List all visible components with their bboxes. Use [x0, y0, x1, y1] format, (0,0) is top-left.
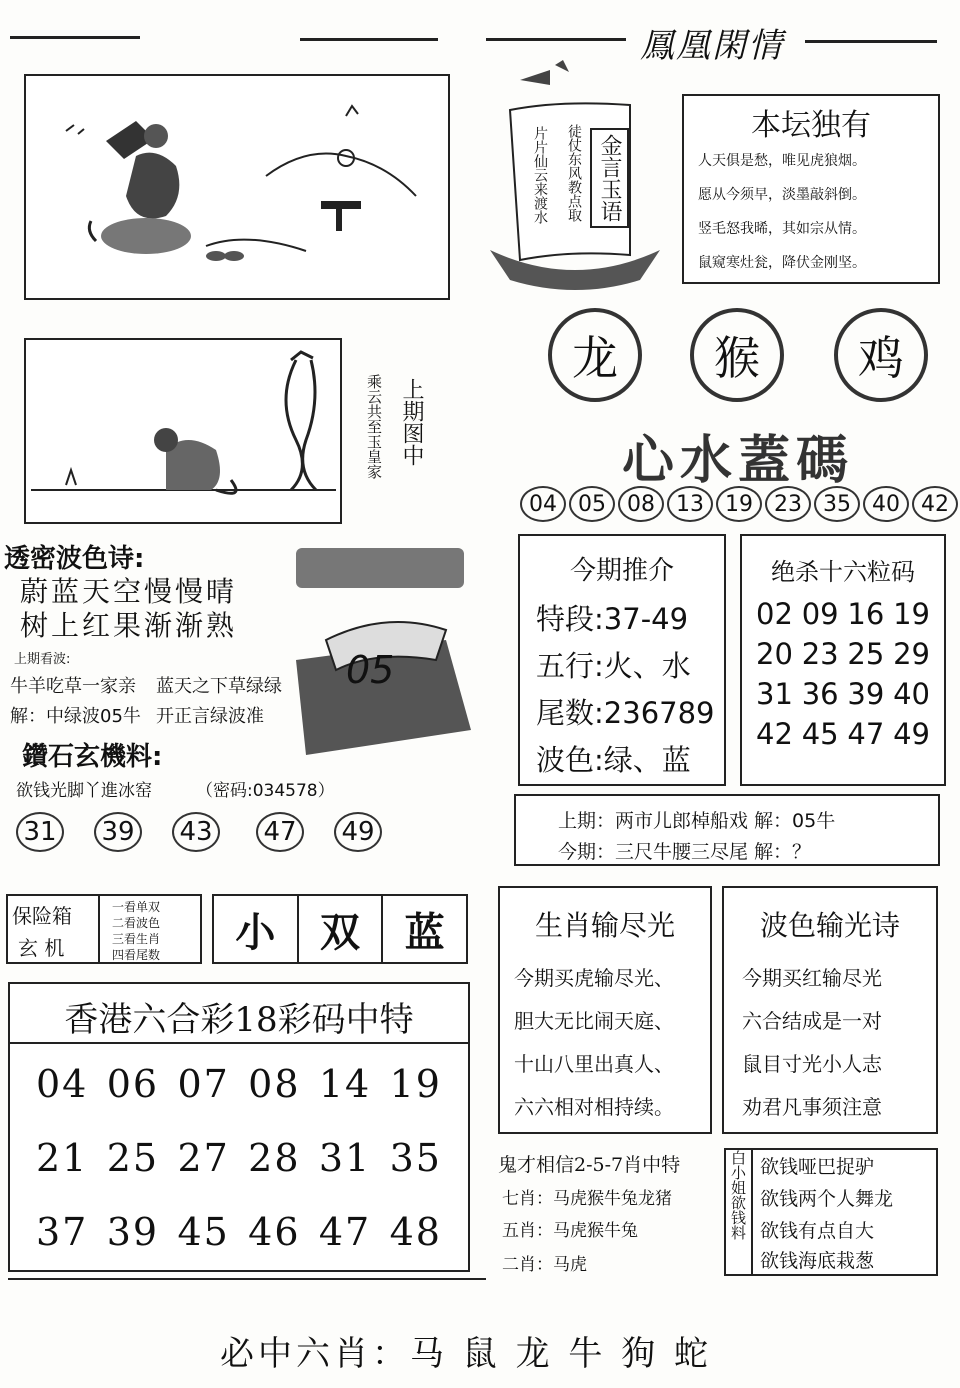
- diamond-title: 鑽石玄機料:: [22, 742, 163, 772]
- recommend-row: 特段:37-49: [536, 602, 689, 636]
- color-lose-line: 鼠目寸光小人志: [742, 1052, 882, 1076]
- hk-row: 21 25 27 28 31 35: [36, 1136, 442, 1180]
- must-win-title: 心水蓋碼: [622, 431, 855, 491]
- poem-last-row2-a: 解：中绿波05牛: [10, 706, 141, 727]
- zodiac-lose-line: 胆大无比闹天庭、: [514, 1009, 674, 1033]
- kill16-row: 42 45 47 49: [756, 717, 930, 751]
- recommend-row: 波色:绿、蓝: [536, 743, 691, 777]
- safebox-hint: 二看波色: [112, 916, 161, 930]
- miss-bai-line: 欲钱哑巴捉驴: [760, 1156, 875, 1178]
- kill16-box: [740, 534, 946, 786]
- must-win-number: 42: [912, 486, 958, 522]
- poem-last-row1-a: 牛羊吃草一家亲: [10, 676, 136, 697]
- diamond-number: 49: [334, 812, 382, 852]
- must-win-numbers: [520, 486, 956, 524]
- zodiac-lose-line: 十山八里出真人、: [514, 1052, 674, 1076]
- safebox-char: 双: [299, 896, 384, 962]
- zodiac-lose-line: 六六相对相持续。: [514, 1095, 674, 1119]
- color-lose-box: [722, 886, 938, 1134]
- exclusive-line-1: 人天俱是愁，唯见虎狼烟。: [698, 153, 866, 169]
- color-lose-line: 劝君凡事须注意: [742, 1095, 882, 1119]
- hk-row: 37 39 45 46 47 48: [36, 1210, 442, 1254]
- top-rule-1: [10, 36, 140, 39]
- hk-box: [8, 982, 470, 1272]
- exclusive-line-4: 鼠窥寒灶瓮，降伏金刚坚。: [698, 255, 866, 271]
- zodiac-lose-line: 今期买虎输尽光、: [514, 966, 674, 990]
- kill16-title: 绝杀十六粒码: [771, 558, 915, 586]
- kill16-row: 20 23 25 29: [756, 637, 930, 671]
- miss-bai-line: 欲钱有点自大: [760, 1220, 875, 1242]
- must-win-number: 04: [520, 486, 566, 522]
- miss-bai-line: 欲钱两个人舞龙: [760, 1188, 894, 1210]
- diamond-password: （密码:034578）: [196, 781, 335, 801]
- must-win-number: 08: [618, 486, 664, 522]
- must-win-number: 05: [569, 486, 615, 522]
- must-win-number: 40: [863, 486, 909, 522]
- last-period-caption-main: 上期图中: [399, 378, 424, 466]
- safe-number: 05: [346, 648, 395, 692]
- ship-right-text: 徒仗东风教点取: [566, 124, 582, 222]
- ship-center-text: 金言玉语: [590, 128, 629, 228]
- zodiac-circle-dragon: 龙: [548, 308, 642, 402]
- poem-last-label: 上期看波:: [14, 652, 71, 667]
- ghost-line: 二肖：马虎: [502, 1255, 587, 1275]
- illustration-cat: [24, 338, 342, 524]
- safebox-label-2: 玄 机: [18, 936, 65, 960]
- recommend-row: 尾数:236789: [536, 696, 715, 730]
- diamond-number: 47: [256, 812, 304, 852]
- header-title: 鳳凰閑情: [640, 26, 784, 66]
- riddle-last: 上期：两市儿郎棹船戏 解：05牛: [558, 810, 836, 832]
- exclusive-line-2: 愿从今须早，淡墨敲斜倒。: [698, 187, 866, 203]
- must-win-number: 19: [716, 486, 762, 522]
- miss-bai-label: 白小姐欲钱料: [728, 1150, 753, 1274]
- zodiac-lose-title: 生肖输尽光: [534, 909, 675, 942]
- exclusive-title: 本坛独有: [751, 108, 871, 143]
- diamond-line: 欲钱光脚丫進冰窑: [16, 781, 152, 801]
- zodiac-lose-box: [498, 886, 712, 1134]
- color-lose-line: 六合结成是一对: [742, 1009, 882, 1033]
- diamond-number: 31: [16, 812, 64, 852]
- hk-row: 04 06 07 08 14 19: [36, 1062, 442, 1106]
- top-rule-3: [486, 38, 626, 41]
- kill16-row: 31 36 39 40: [756, 677, 930, 711]
- color-lose-line: 今期买红输尽光: [742, 966, 882, 990]
- ship-left-text: 片片仙云来渡水: [532, 126, 548, 224]
- ghost-line: 五肖：马虎猴牛兔: [502, 1221, 638, 1241]
- safebox-char: 小: [214, 896, 299, 962]
- poem-line-2: 树上红果渐渐熟: [20, 609, 238, 642]
- footer-text: 必中六肖：马 鼠 龙 牛 狗 蛇: [220, 1334, 713, 1374]
- recommend-box: [518, 534, 726, 786]
- miss-bai-box: [724, 1148, 938, 1276]
- last-period-caption-sub: 乘云共至玉皇家: [365, 374, 383, 479]
- diamond-number: 39: [94, 812, 142, 852]
- exclusive-line-3: 竖毛怒我晞，其如宗从情。: [698, 221, 866, 237]
- color-lose-title: 波色输光诗: [759, 909, 900, 942]
- safebox-chars-box: [212, 894, 468, 964]
- kill16-row: 02 09 16 19: [756, 597, 930, 631]
- recommend-title: 今期推介: [569, 556, 674, 586]
- poem-line-1: 蔚蓝天空慢慢晴: [20, 575, 238, 608]
- safebox-hint: 四看尾数: [112, 948, 161, 962]
- recommend-row: 五行:火、水: [536, 649, 691, 683]
- must-win-number: 35: [814, 486, 860, 522]
- riddle-box: [514, 794, 940, 866]
- safebox-hint: 一看单双: [112, 900, 161, 914]
- must-win-number: 23: [765, 486, 811, 522]
- ghost-title: 鬼才相信2-5-7肖中特: [498, 1154, 681, 1176]
- cat-drawing: [26, 340, 340, 522]
- poem-last-row1-b: 蓝天之下草绿绿: [156, 676, 282, 697]
- exclusive-box: [682, 94, 940, 284]
- safebox-hint-box: [6, 894, 202, 964]
- must-win-number: 13: [667, 486, 713, 522]
- poem-last-row2-b: 开正言绿波准: [156, 706, 264, 727]
- zodiac-circle-monkey: 猴: [690, 308, 784, 402]
- illustration-turtle-race: [24, 74, 450, 300]
- top-rule-4: [805, 40, 937, 43]
- turtle-rider-drawing: [26, 76, 448, 298]
- poem-title: 透密波色诗:: [4, 544, 145, 574]
- diamond-number: 43: [172, 812, 220, 852]
- riddle-this: 今期：三尺牛腰三尽尾 解：？: [558, 841, 812, 863]
- ghost-line: 七肖：马虎猴牛兔龙猪: [502, 1189, 672, 1209]
- safebox-char: 蓝: [404, 909, 445, 956]
- hk-bottom-rule: [8, 1278, 486, 1280]
- top-rule-2: [300, 38, 438, 41]
- miss-bai-line: 欲钱海底栽葱: [760, 1250, 875, 1272]
- hk-title: 香港六合彩18彩码中特: [10, 984, 468, 1044]
- zodiac-circle-rooster: 鸡: [834, 308, 928, 402]
- safebox-hint: 三看生肖: [112, 932, 161, 946]
- safebox-label-1: 保险箱: [12, 904, 72, 928]
